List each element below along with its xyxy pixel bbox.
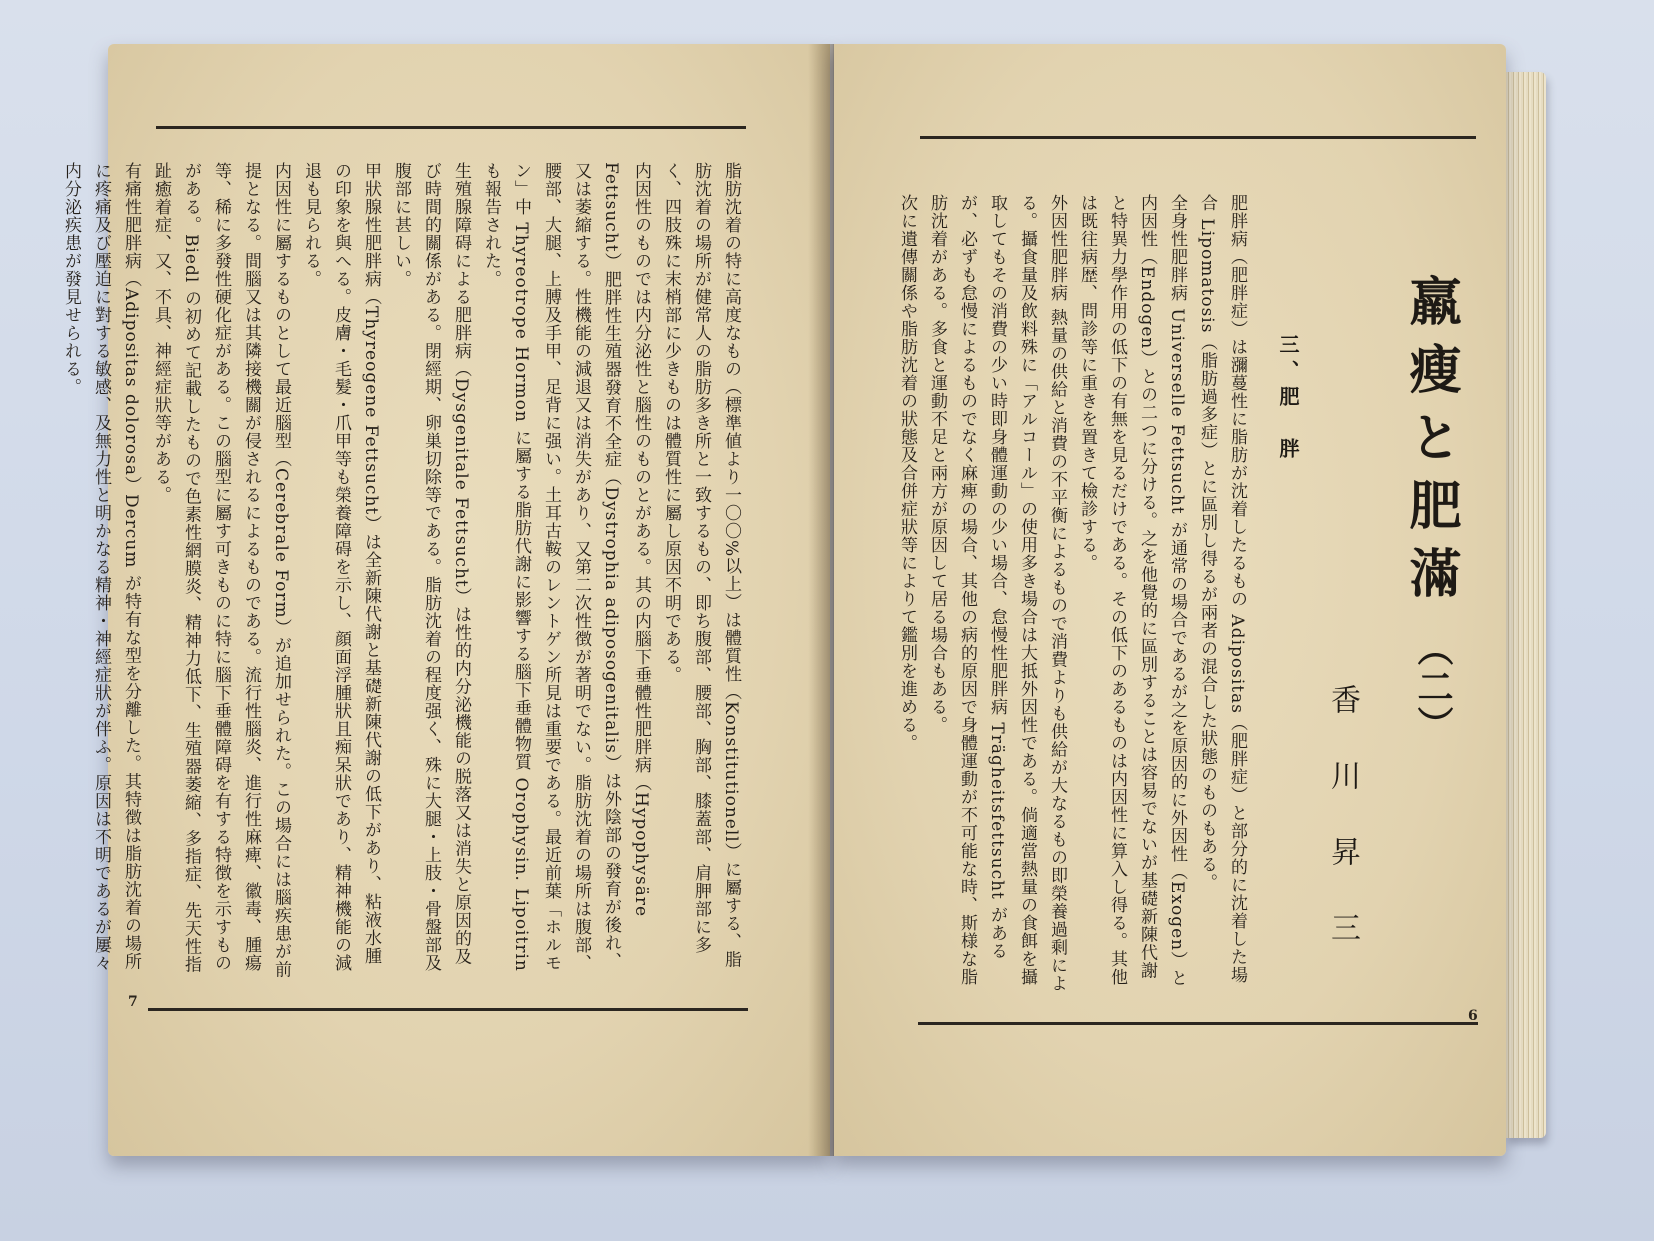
- bottom-rule: [148, 1008, 748, 1011]
- open-book: [61, 44, 1548, 1156]
- page-number: 6: [1468, 1008, 1478, 1024]
- right-page-body: [897, 194, 1252, 994]
- paragraph: 全身性肥胖病 Universelle Fettsucht が通常の場合であるが之を原因的に外因性（Exogen）と内因性（Endogen）との二つに分ける。之を他覺的に區別することは容易でないが基礎新陳代謝と特異力學作用の低下の有無を見るだけである。その低下のあるものは内因性に算入し得る。其他は既往病歴、問診等に重きを置きて檢診する。: [1077, 194, 1187, 988]
- paragraph: 次に遺傳關係や脂肪沈着の狀態及合併症狀等によりて鑑別を進める。: [897, 194, 917, 752]
- paragraph: 脂肪沈着の特に高度なもの（標準値より一〇〇%以上）は體質性（Konstitutionell）に屬する、脂肪沈着の場所が健常人の脂肪多き所と一致するもの、即ち腹部、腰部、胸部、膝蓋部、肩胛部に多く、四肢殊に末梢部に少きものは體質性に屬し原因不明である。: [661, 162, 741, 969]
- paragraph: 内因性のものでは内分泌性と腦性のものとがある。其の内腦下垂體性肥胖病（Hypophysäre Fettsucht）肥胖性生殖器發育不全症（Dystrophia adiposogenitalis）は外陰部の發育が後れ、又は萎縮する。性機能の減退又は消失があり、又第二次性徴が著明でない。脂肪沈着の場所は腹部、腰部、大腿、上膊及手甲、足背に强い。土耳古鞍のレントゲン所見は重要である。最近前葉「ホルモン」中 Thyreotrope Hormon に屬する脂肪代謝に影響する腦下垂體物質 Orophysin. Lipoitrin も報告された。: [481, 162, 651, 972]
- top-rule: [920, 136, 1476, 139]
- top-rule: [156, 126, 746, 129]
- paragraph: 外因性肥胖病 熱量の供給と消費の不平衡によるもので消費よりも供給が大なるもの即榮養過剩による。攝食量及飲料殊に「アルコール」の使用多き場合は大抵外因性である。倘適當熱量の食餌を攝取してもその消費の少い時即身體運動の少い場合、怠慢性肥胖病 Trägheitsfettsucht があるが、必ずも怠慢によるものでなく麻痺の場合、其他の病的原因で身體運動が不可能な時、斯様な脂肪沈着がある。多食と運動不足と兩方が原因して居る場合もある。: [927, 194, 1067, 993]
- page-number: 7: [128, 994, 138, 1010]
- bottom-rule: [918, 1022, 1478, 1025]
- author-name: 香 川 昇 三: [1325, 684, 1360, 950]
- paragraph: 肥胖病（肥胖症）は瀰蔓性に脂肪が沈着したるもの Adipositas（肥胖症）と部分的に沈着した場合 Lipomatosis（脂肪過多症）とに區別し得るが兩者の混合した狀態のものもある。: [1197, 194, 1247, 984]
- article-part: （二）: [1412, 630, 1454, 744]
- paragraph: 有痛性肥胖病（Adipositas dolorosa）Dercum が特有な型を分離した。其特徴は脂肪沈着の場所に疼痛及び壓迫に對する敏感、及無力性と明かなる精神・神經症狀が伴ふ。原因は不明であるが屢々内分泌疾患が發見せられる。: [61, 162, 141, 972]
- paragraph: 生殖腺障碍による肥胖病（Dysgenitale Fettsucht）は性的内分泌機能の脱落又は消失と原因的及び時間的關係がある。閉經期、卵巣切除等である。脂肪沈着の程度强く、殊に大腿・上肢・骨盤部及腹部に甚しい。: [391, 162, 471, 972]
- section-heading: 三、肥 胖: [1276, 334, 1300, 464]
- paragraph: 甲狀腺性肥胖病（Thyreogene Fettsucht）は全新陳代謝と基礎新陳代謝の低下があり、粘液水腫の印象を與へる。皮膚・毛髮・爪甲等も榮養障碍を示し、顔面浮腫狀且痴呆狀であり、精神機能の減退も見られる。: [301, 162, 381, 972]
- page-edges: [1506, 72, 1546, 1138]
- right-page: [834, 44, 1506, 1156]
- left-page-body: [61, 162, 746, 982]
- left-page: [61, 44, 830, 1156]
- paragraph: 内因性に屬するものとして最近腦型（Cerebrale Form）が追加せられた。この場合には腦疾患が前提となる。間腦又は其隣接機關が侵されるによるものである。流行性腦炎、進行性麻痺、徽毒、腫瘍等、稀に多發性硬化症がある。この腦型に屬す可きものに特に腦下垂體障碍を有する特徴を示すものがある。Biedl の初めて記載したもので色素性網膜炎、精神力低下、生殖器萎縮、多指症、先天性指趾癒着症、又、不具、神經症狀等がある。: [151, 162, 291, 979]
- article-title: 羸瘦と肥滿: [1400, 274, 1461, 614]
